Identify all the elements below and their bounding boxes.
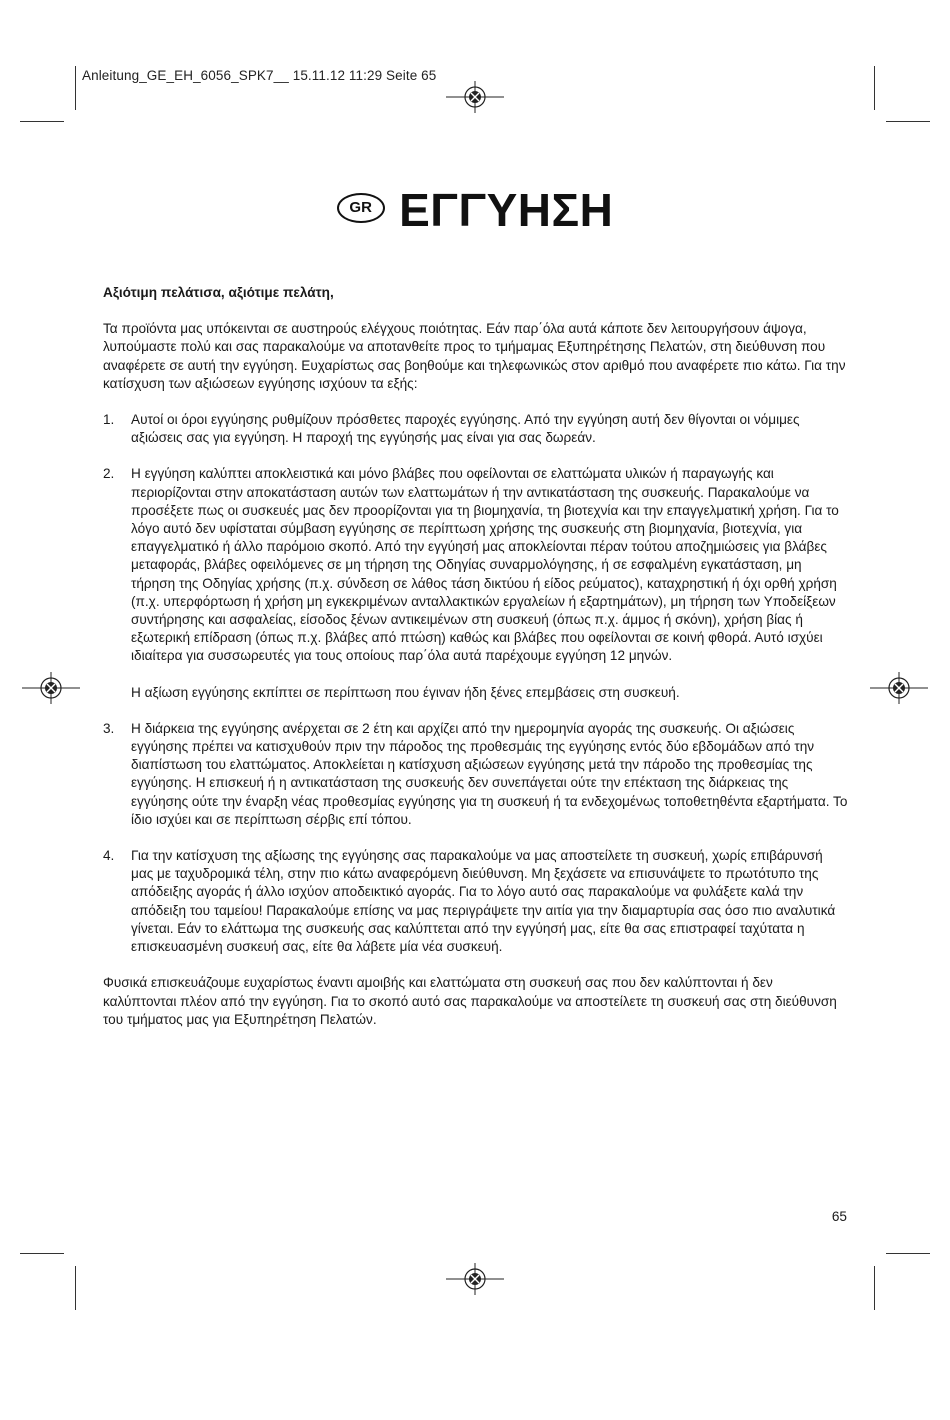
page-title-row <box>0 183 950 237</box>
list-item-text: Για την κατίσχυση της αξίωσης της εγγύησης σας παρακαλούμε να μας αποστείλετε τη συσκευή, χωρίς επιβάρυνσή μας με ταχυδρομικά τέλη, στην πιο κάτω αναφερόμενη διεύθυνση. Μη ξεχάσετε να επισυνάψετε το πρωτότυπο της απόδειξης αγοράς ή άλλο ισχύον αποδεικτικό αγοράς. Για το λόγο αυτό σας παρακαλούμε να φυλάξετε καλά την απόδειξη του ταμείου! Παρακαλούμε επίσης να μας περιγράψετε την αιτία για την διαμαρτυρία σας όσο πιο αναλυτικά γίνεται. Εάν το ελάττωμα της συσκευής σας καλύπτεται από την εγγύησή μας, είτε θα σας επιστραφεί ταχύτατα η επισκευασμένη συσκευή σας, είτε θα λάβετε μία νέα συσκευή. <box>131 848 836 955</box>
page-title: ΕΓΓΥΗΣΗ <box>399 184 614 236</box>
list-item-number: 2. <box>103 466 115 482</box>
country-badge: GR <box>337 193 385 223</box>
closing-paragraph: Φυσικά επισκευάζουμε ευχαρίστως έναντι αμοιβής και ελαττώματα στη συσκευή σας που δεν καλύπτονται ή δεν καλύπτονται πλέον από την εγγύηση. Για το σκοπό αυτό σας παρακαλούμε να αποστείλετε τη συσκευή σας στη διεύθυνση του τμήματος μας για Εξυπηρέτηση Πελατών. <box>103 975 837 1027</box>
print-slug: Anleitung_GE_EH_6056_SPK7__ 15.11.12 11:29 Seite 65 <box>82 68 437 83</box>
crop-mark-top-right-vertical <box>874 66 875 110</box>
crop-mark-bottom-right-horizontal <box>886 1253 930 1254</box>
greeting: Αξιότιμη πελάτισα, αξιότιμε πελάτη, <box>103 285 334 300</box>
list-item-note: Η αξίωση εγγύησης εκπίπτει σε περίπτωση που έγιναν ήδη ξένες επεμβάσεις στη συσκευή. <box>131 684 680 700</box>
list-item-number: 1. <box>103 412 115 428</box>
registration-mark-left-icon <box>22 672 80 704</box>
registration-mark-bottom-icon <box>446 1263 504 1295</box>
crop-mark-top-right-horizontal <box>886 121 930 122</box>
list-item <box>103 411 848 447</box>
intro-paragraph: Τα προϊόντα μας υπόκεινται σε αυστηρούς ελέγχους ποιότητας. Εάν παρ΄όλα αυτά κάποτε δεν λειτουργήσουν άψογα, λυπούμαστε πολύ και σας παρακαλούμε να αποτανθείτε προς το τμήμαμας Εξυπηρέτησης Πελατών, στη διεύθυνση που αναφέρετε σε αυτή την εγγύηση. Ευχαρίστως σας βοηθούμε και τηλεφωνικώς στον αριθμό που αναφέρετε πιο κάτω. Για την κατίσχυση των αξιώσεων εγγύησης ισχύουν τα εξής: <box>103 321 846 391</box>
page-number: 65 <box>831 1209 847 1224</box>
crop-mark-top-left-horizontal <box>20 121 64 122</box>
registration-mark-top-icon <box>446 81 504 113</box>
crop-mark-bottom-left-horizontal <box>20 1253 64 1254</box>
list-item-number: 4. <box>103 848 115 864</box>
warranty-body <box>103 284 848 1047</box>
list-item-text: Αυτοί οι όροι εγγύησης ρυθμίζουν πρόσθετες παροχές εγγύησης. Από την εγγύηση αυτή δεν θίγονται οι νόμιμες αξιώσεις σας για εγγύηση. Η παροχή της εγγύησής μας είναι για σας δωρεάν. <box>131 412 800 446</box>
crop-mark-top-left-vertical <box>75 66 76 110</box>
crop-mark-bottom-left-vertical <box>75 1266 76 1310</box>
list-item <box>103 847 848 956</box>
list-item <box>103 465 848 701</box>
crop-mark-bottom-right-vertical <box>874 1266 875 1310</box>
list-item-text: Η εγγύηση καλύπτει αποκλειστικά και μόνο βλάβες που οφείλονται σε ελαττώματα υλικών ή παραγωγής και περιορίζονται στην αποκατάσταση αυτών των ελαττωμάτων ή την αντικατάσταση της συσκευής. Παρακαλούμε να προσέξετε πως οι συσκευές μας δεν προορίζονται για τη βιομηχανία, τη βιοτεχνία και την επαγγελματική χρήση. Για το λόγο αυτό δεν υφίσταται σύμβαση εγγύησης σε περίπτωση χρήσης της συσκευής στη βιομηχανία, βιοτεχνία, για επαγγελματικό ή άλλο παρόμοιο σκοπό. Από την εγγύησή μας αποκλείονται πέραν τούτου αποζημιώσεις για βλάβες μεταφοράς, βλάβες οφειλόμενες σε μη τήρηση της Οδηγίας συναρμολόγησης, ή σε εσφαλμένη εγκατάσταση, μη τήρηση της Οδηγίας χρήσης (π.χ. σύνδεση σε λάθος τάση δικτύου ή είδος ρεύματος), καταχρηστική ή όχι ορθή χρήση (π.χ. υπερφόρτωση ή χρήση μη εγκεκριμένων ανταλλακτικών εργαλείων ή εξαρτημάτων), μη τήρηση των Υποδείξεων συντήρησης και ασφαλείας, είσοδος ξένων αντικειμένων στη συσκευή (όπως π.χ. άμμος ή σκόνη), χρήση βίας ή εξωτερική επίδραση (όπως π.χ. βλάβες από πτώση) καθώς και βλάβες που οφείλονται σε κοινή φθορά. Αυτό ισχύει ιδιαίτερα για συσσωρευτές για τους οποίους παρ΄όλα αυτά παρέχουμε εγγύηση 12 μηνών. <box>131 466 839 664</box>
list-item <box>103 720 848 829</box>
list-item-number: 3. <box>103 720 115 736</box>
registration-mark-right-icon <box>870 672 928 704</box>
list-item-text: Η διάρκεια της εγγύησης ανέρχεται σε 2 έτη και αρχίζει από την ημερομηνία αγοράς της συσκευής. Οι αξιώσεις εγγύησης πρέπει να κατισχυθούν πριν την πάροδος της προθεσμάις της εγγύησης εντός δύο εβδομάδων από την διαπίστωση του ελαττώματος. Αποκλείεται η κατίσχυση αξιώσεων εγγύησης μετά την πάροδο της προθεσμίας της εγγύησης. Η επισκευή ή η αντικατάσταση της συσκευής δεν συνεπάγεται ούτε την επέκταση της διάρκειας της εγγύησης ούτε την έναρξη νέας προθεσμίας εγγύησης για τη συσκευή ή τα ενδεχομένως τοποθετηθέντα εξαρτήματα. Το ίδιο ισχύει και σε περίπτωση σέρβις επί τόπου. <box>131 720 848 827</box>
